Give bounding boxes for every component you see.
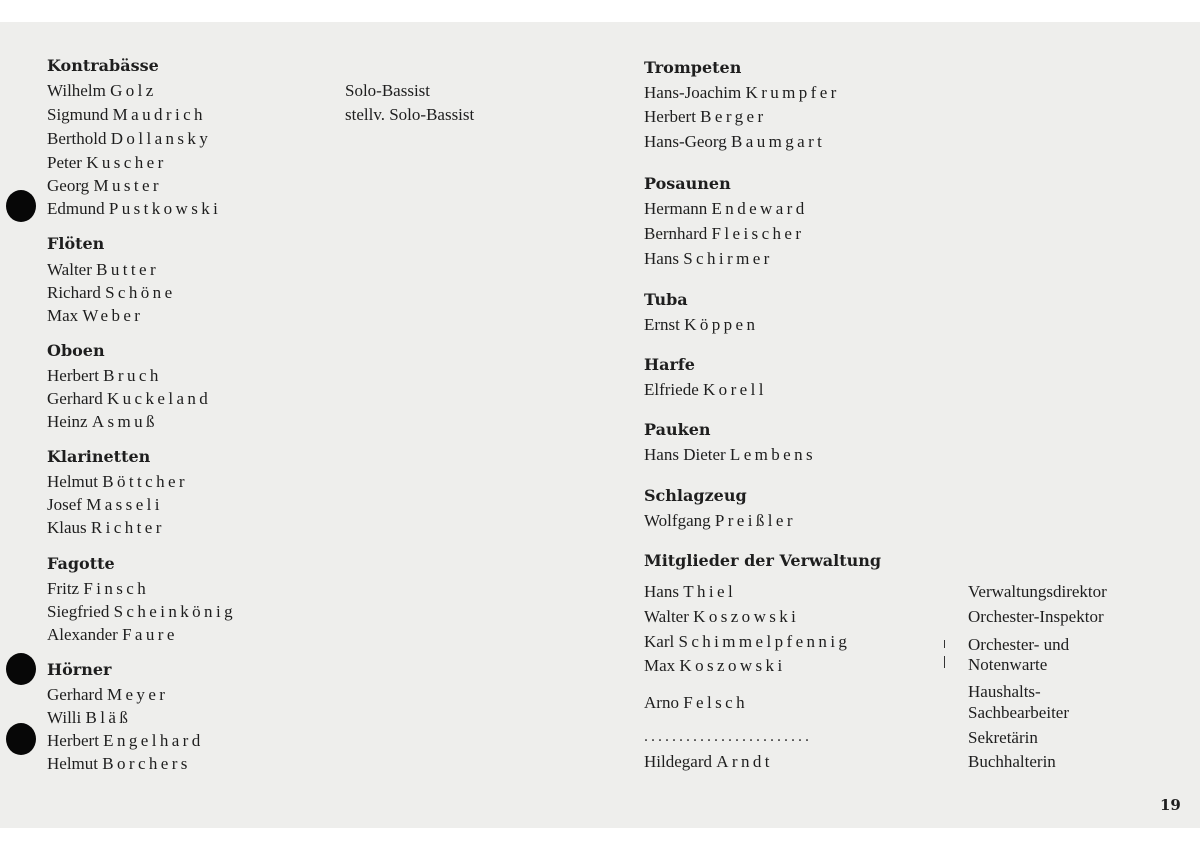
role-label: Verwaltungsdirektor bbox=[968, 582, 1107, 601]
list-item: Walter Koszowski bbox=[644, 607, 800, 626]
dotted-placeholder: ........................ bbox=[644, 728, 812, 745]
list-item: Arno Felsch bbox=[644, 693, 748, 712]
section-heading: Fagotte bbox=[47, 554, 115, 573]
role-label: Solo-Bassist bbox=[345, 81, 431, 100]
section-heading: Tuba bbox=[644, 290, 688, 309]
document-page bbox=[0, 22, 1200, 828]
list-item: Hildegard Arndt bbox=[644, 752, 773, 771]
list-item: Edmund Pustkowski bbox=[47, 199, 222, 218]
role-label: Buchhalterin bbox=[968, 752, 1056, 771]
section-heading: Pauken bbox=[644, 420, 711, 439]
list-item: Wolfgang Preißler bbox=[644, 511, 796, 530]
list-item: Alexander Faure bbox=[47, 625, 178, 644]
list-item: Hans Thiel bbox=[644, 582, 737, 601]
list-item: Willi Bläß bbox=[47, 708, 132, 727]
list-item: Hans-Joachim Krumpfer bbox=[644, 83, 840, 102]
punch-hole bbox=[6, 653, 36, 685]
list-item: Bernhard Fleischer bbox=[644, 224, 805, 243]
list-item: Herbert Berger bbox=[644, 107, 767, 126]
list-item: Hermann Endeward bbox=[644, 199, 808, 218]
list-item: Gerhard Meyer bbox=[47, 685, 169, 704]
section-heading: Oboen bbox=[47, 341, 105, 360]
list-item: Berthold Dollansky bbox=[47, 129, 212, 148]
punch-hole bbox=[6, 190, 36, 222]
list-item: Max Koszowski bbox=[644, 656, 786, 675]
section-heading: Harfe bbox=[644, 355, 695, 374]
role-label: Sekretärin bbox=[968, 728, 1038, 747]
brace bbox=[944, 640, 945, 648]
section-heading: Kontrabässe bbox=[47, 56, 159, 75]
list-item: Karl Schimmelpfennig bbox=[644, 632, 851, 651]
role-label: Orchester- und bbox=[968, 635, 1070, 654]
list-item: Richard Schöne bbox=[47, 283, 176, 302]
punch-hole bbox=[6, 723, 36, 755]
list-item: Hans Schirmer bbox=[644, 249, 773, 268]
role-label: Sachbearbeiter bbox=[968, 703, 1069, 722]
list-item: Elfriede Korell bbox=[644, 380, 767, 399]
list-item: Wilhelm Golz bbox=[47, 81, 157, 100]
list-item: Ernst Köppen bbox=[644, 315, 759, 334]
list-item: Hans Dieter Lembens bbox=[644, 445, 817, 464]
list-item: Max Weber bbox=[47, 306, 144, 325]
list-item: Herbert Bruch bbox=[47, 366, 162, 385]
list-item: Heinz Asmuß bbox=[47, 412, 158, 431]
list-item: Gerhard Kuckeland bbox=[47, 389, 212, 408]
list-item: Hans-Georg Baumgart bbox=[644, 132, 826, 151]
role-label: stellv. Solo-Bassist bbox=[345, 105, 475, 124]
list-item: Georg Muster bbox=[47, 176, 162, 195]
list-item: Siegfried Scheinkönig bbox=[47, 602, 236, 621]
section-heading: Schlagzeug bbox=[644, 486, 747, 505]
list-item: Helmut Borchers bbox=[47, 754, 191, 773]
section-heading: Posaunen bbox=[644, 174, 731, 193]
section-heading: Klarinetten bbox=[47, 447, 151, 466]
section-heading: Hörner bbox=[47, 660, 112, 679]
page-number: 19 bbox=[1160, 796, 1181, 814]
list-item: Helmut Böttcher bbox=[47, 472, 188, 491]
section-heading: Mitglieder der Verwaltung bbox=[644, 551, 882, 570]
brace bbox=[944, 656, 945, 668]
role-label: Notenwarte bbox=[968, 655, 1048, 674]
section-heading: Trompeten bbox=[644, 58, 742, 77]
list-item: Peter Kuscher bbox=[47, 153, 167, 172]
role-label: Haushalts- bbox=[968, 682, 1041, 701]
role-label: Orchester-Inspektor bbox=[968, 607, 1104, 626]
list-item: Walter Butter bbox=[47, 260, 160, 279]
list-item: Sigmund Maudrich bbox=[47, 105, 206, 124]
list-item: Josef Masseli bbox=[47, 495, 163, 514]
section-heading: Flöten bbox=[47, 234, 105, 253]
list-item: Fritz Finsch bbox=[47, 579, 150, 598]
list-item: Herbert Engelhard bbox=[47, 731, 204, 750]
list-item: Klaus Richter bbox=[47, 518, 165, 537]
